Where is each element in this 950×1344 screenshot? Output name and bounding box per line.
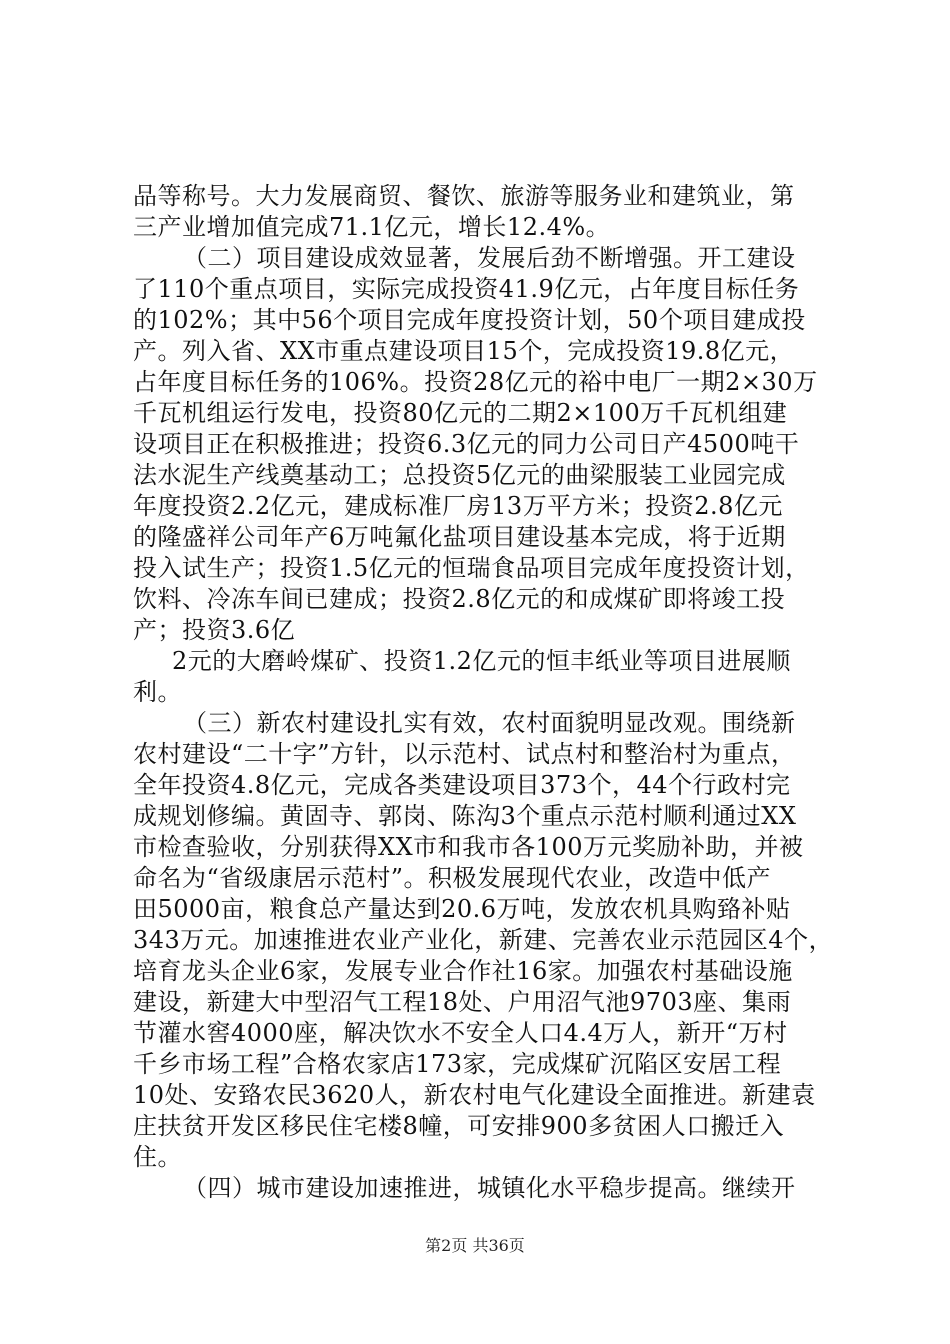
text-line: 投入试生产；投资1.5亿元的恒瑞食品项目完成年度投资计划，: [133, 554, 810, 582]
text-line: 品等称号。大力发展商贸、餐饮、旅游等服务业和建筑业，第: [133, 182, 795, 210]
text-line: 建设，新建大中型沼气工程18处、户用沼气池9703座、集雨: [133, 988, 792, 1016]
text-line: 全年投资4.8亿元，完成各类建设项目373个，44个行政村完: [133, 771, 791, 799]
text-line: 10处、安臵农民3620人，新农村电气化建设全面推进。新建袁: [133, 1081, 816, 1109]
text-line: 的隆盛祥公司年产6万吨氟化盐项目建设基本完成，将于近期: [133, 523, 786, 551]
text-line: 千乡市场工程”合格农家店173家，完成煤矿沉陷区安居工程: [133, 1050, 782, 1078]
text-line: 法水泥生产线奠基动工；总投资5亿元的曲梁服装工业园完成: [133, 461, 786, 489]
text-line: 占年度目标任务的106%。投资28亿元的裕中电厂一期2×30万: [133, 368, 818, 396]
text-line: 节灌水窖4000座，解决饮水不安全人口4.4万人，新开“万村: [133, 1019, 788, 1047]
text-line: 命名为“省级康居示范村”。积极发展现代农业，改造中低产: [133, 864, 772, 892]
text-line: 了110个重点项目，实际完成投资41.9亿元，占年度目标任务: [133, 275, 800, 303]
page-number-footer: 第2页 共36页: [425, 1236, 525, 1255]
text-line: 住。: [133, 1143, 182, 1171]
text-line: 成规划修编。黄固寺、郭岗、陈沟3个重点示范村顺利通过XX: [133, 802, 797, 830]
text-line: 产；投资3.6亿: [133, 616, 296, 644]
paragraph-heading: （四）城市建设加速推进，城镇化水平稳步提高。继续开: [183, 1174, 796, 1202]
text-line: 利。: [133, 678, 182, 706]
text-line: 产。列入省、XX市重点建设项目15个，完成投资19.8亿元，: [133, 337, 795, 365]
text-line: 343万元。加速推进农业产业化，新建、完善农业示范园区4个，: [133, 926, 834, 954]
text-line: 田5000亩，粮食总产量达到20.6万吨，发放农机具购臵补贴: [133, 895, 791, 923]
paragraph-heading: （二）项目建设成效显著，发展后劲不断增强。开工建设: [183, 244, 796, 272]
text-line: 市检查验收，分别获得XX市和我市各100万元奖励补助，并被: [133, 833, 804, 861]
text-line: 饮料、冷冻车间已建成；投资2.8亿元的和成煤矿即将竣工投: [133, 585, 786, 613]
text-line: 的102%；其中56个项目完成年度投资计划，50个项目建成投: [133, 306, 806, 334]
paragraph-heading: （三）新农村建设扎实有效，农村面貌明显改观。围绕新: [183, 709, 796, 737]
text-line: 庄扶贫开发区移民住宅楼8幢，可安排900多贫困人口搬迁入: [133, 1112, 785, 1140]
text-line: 三产业增加值完成71.1亿元，增长12.4%。: [133, 213, 611, 241]
text-line: 培育龙头企业6家，发展专业合作社16家。加强农村基础设施: [133, 957, 793, 985]
text-line: 2元的大磨岭煤矿、投资1.2亿元的恒丰纸业等项目进展顺: [172, 647, 791, 675]
text-line: 设项目正在积极推进；投资6.3亿元的同力公司日产4500吨干: [133, 430, 800, 458]
text-line: 千瓦机组运行发电，投资80亿元的二期2×100万千瓦机组建: [133, 399, 788, 427]
text-line: 年度投资2.2亿元，建成标准厂房13万平方米；投资2.8亿元: [133, 492, 783, 520]
text-line: 农村建设“二十字”方针，以示范村、试点村和整治村为重点，: [133, 740, 796, 768]
